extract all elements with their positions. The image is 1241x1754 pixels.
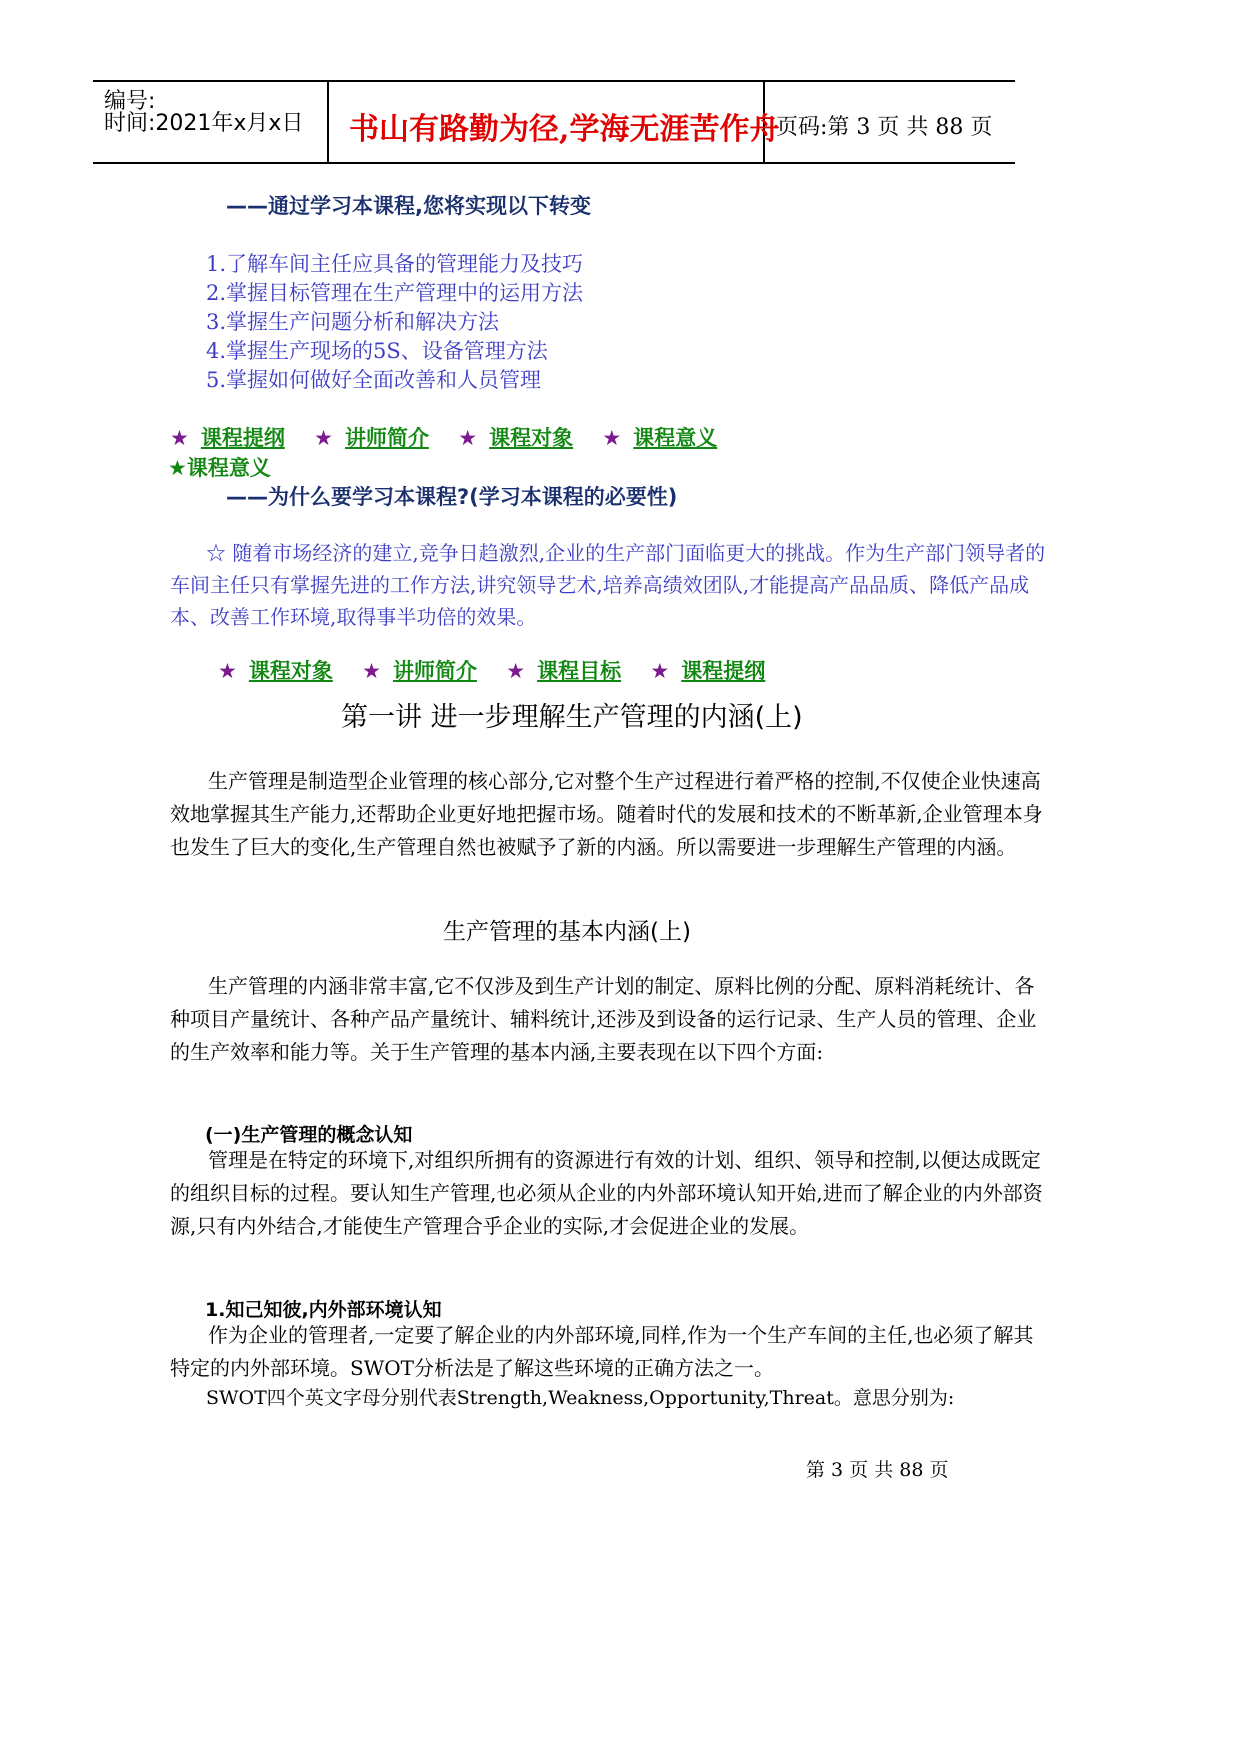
star-icon: ★ bbox=[602, 426, 622, 450]
nav-link-audience[interactable]: 课程对象 bbox=[248, 659, 333, 683]
star-icon: ★ bbox=[314, 426, 333, 450]
star-icon: ★ bbox=[218, 659, 237, 683]
nav-link-audience[interactable]: 课程对象 bbox=[489, 426, 574, 450]
header-top-rule bbox=[93, 80, 1015, 82]
nav-link-significance[interactable]: 课程意义 bbox=[633, 426, 718, 450]
star-icon: ★ bbox=[362, 659, 381, 683]
goal-item: 4.掌握生产现场的5S、设备管理方法 bbox=[206, 339, 548, 363]
nav-link-lecturer[interactable]: 讲师简介 bbox=[344, 426, 429, 450]
goal-item: 5.掌握如何做好全面改善和人员管理 bbox=[206, 368, 542, 392]
goal-item: 3.掌握生产问题分析和解决方法 bbox=[206, 310, 500, 334]
course-nav-bottom bbox=[218, 655, 787, 685]
nav-link-outline[interactable]: 课程提纲 bbox=[200, 426, 285, 450]
nav-link-outline[interactable]: 课程提纲 bbox=[681, 659, 766, 683]
star-icon: ★ bbox=[458, 426, 478, 450]
subsection-paragraph: 管理是在特定的环境下,对组织所拥有的资源进行有效的计划、组织、领导和控制,以便达成既定的组织目标的过程。要认知生产管理,也必须从企业的内外部环境认知开始,进而了解企业的内外部资源,只有内外结合,才能使生产管理合乎企业的实际,才会促进企业的发展。 bbox=[170, 1148, 1043, 1238]
header-time-label: 时间:2021年x月x日 bbox=[104, 111, 304, 136]
goal-item: 1.了解车间主任应具备的管理能力及技巧 bbox=[206, 252, 584, 276]
goal-item: 2.掌握目标管理在生产管理中的运用方法 bbox=[206, 281, 584, 305]
subsection-paragraph: 作为企业的管理者,一定要了解企业的内外部环境,同样,作为一个生产车间的主任,也必须了解其特定的内外部环境。SWOT分析法是了解这些环境的正确方法之一。 bbox=[170, 1323, 1034, 1380]
course-nav-top bbox=[170, 422, 739, 452]
header-number-label: 编号: bbox=[104, 89, 156, 114]
significance-subtitle: ——为什么要学习本课程?(学习本课程的必要性) bbox=[226, 485, 678, 509]
significance-paragraph: ☆ 随着市场经济的建立,竞争日趋激烈,企业的生产部门面临更大的挑战。作为生产部门领导者的车间主任只有掌握先进的工作方法,讲究领导艺术,培养高绩效团队,才能提高产品品质、降低产品成本、改善工作环境,取得事半功倍的效果。 bbox=[170, 541, 1046, 629]
swot-line: SWOT四个英文字母分别代表Strength,Weakness,Opportunity,Threat。意思分别为: bbox=[206, 1387, 955, 1409]
section-paragraph: 生产管理的内涵非常丰富,它不仅涉及到生产计划的制定、原料比例的分配、原料消耗统计、各种项目产量统计、各种产品产量统计、辅料统计,还涉及到设备的运行记录、生产人员的管理、企业的生产效率和能力等。关于生产管理的基本内涵,主要表现在以下四个方面: bbox=[170, 974, 1037, 1064]
star-icon: ★ bbox=[506, 659, 526, 683]
nav-link-goals[interactable]: 课程目标 bbox=[537, 659, 622, 683]
significance-title: ★课程意义 bbox=[168, 456, 271, 480]
subsection-title: (一)生产管理的概念认知 bbox=[205, 1124, 413, 1146]
header-divider-left bbox=[327, 80, 329, 164]
header-bottom-rule bbox=[93, 162, 1015, 164]
subsection-title: 1.知己知彼,内外部环境认知 bbox=[205, 1299, 442, 1321]
lecture-title: 第一讲 进一步理解生产管理的内涵(上) bbox=[341, 702, 803, 733]
star-icon: ★ bbox=[170, 426, 189, 450]
section-title: 生产管理的基本内涵(上) bbox=[443, 919, 691, 945]
nav-link-lecturer[interactable]: 讲师简介 bbox=[392, 659, 477, 683]
goals-subtitle: ——通过学习本课程,您将实现以下转变 bbox=[226, 194, 591, 218]
star-icon: ★ bbox=[650, 659, 670, 683]
lecture-intro: 生产管理是制造型企业管理的核心部分,它对整个生产过程进行着严格的控制,不仅使企业快速高效地掌握其生产能力,还帮助企业更好地把握市场。随着时代的发展和技术的不断革新,企业管理本身也发生了巨大的变化,生产管理自然也被赋予了新的内涵。所以需要进一步理解生产管理的内涵。 bbox=[170, 769, 1043, 859]
header-page-code: 页码:第 3 页 共 88 页 bbox=[776, 115, 993, 140]
page-footer: 第 3 页 共 88 页 bbox=[806, 1459, 949, 1481]
header-motto: 书山有路勤为径,学海无涯苦作舟 bbox=[349, 112, 780, 147]
